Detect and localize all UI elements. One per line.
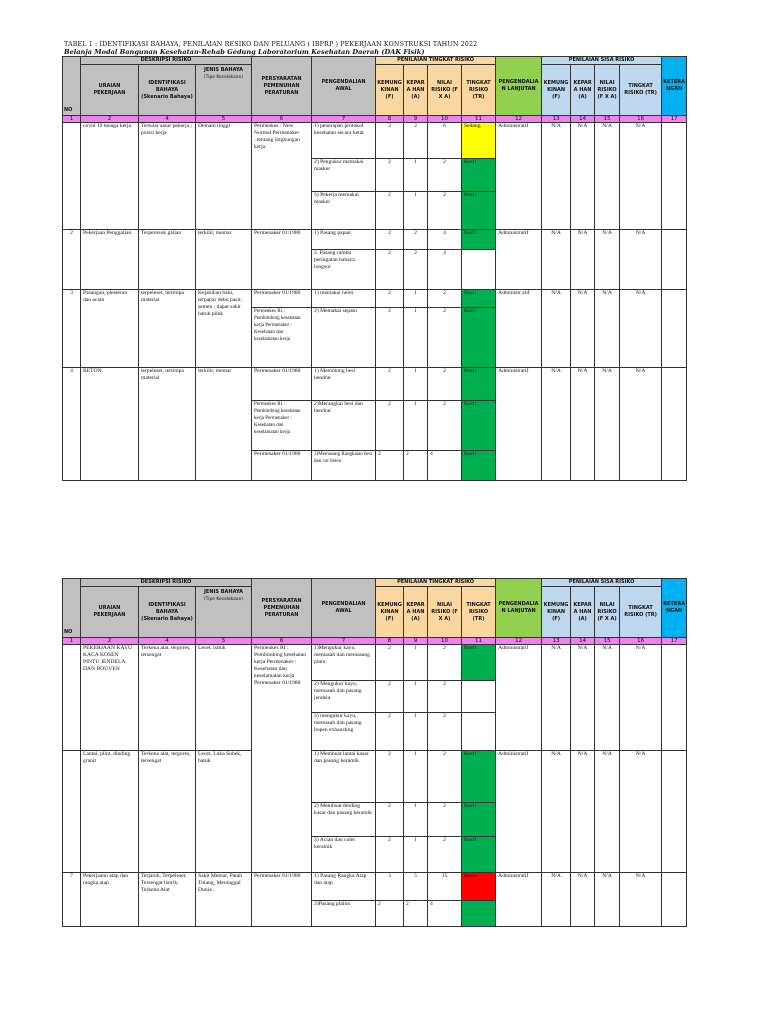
row-tingkat	[462, 901, 496, 927]
row-sisa-tingkat: N/A	[620, 368, 662, 481]
row-f: 2	[376, 192, 404, 230]
row-lanjutan: Administratif	[496, 230, 542, 290]
row-nilai: 4	[428, 230, 462, 250]
row-pengendalian-awal: 2)Merangkai besi dan bendrat	[312, 401, 376, 451]
row-pengendalian-awal: 3)Memasang Rangkaian besi dan cor beton	[312, 451, 376, 481]
row-f: 3	[376, 123, 404, 159]
col-num: 1	[63, 116, 81, 123]
header-tingkat-risiko: TINGKAT RISIKO (TR)	[462, 65, 496, 116]
row-uraian: covid 19 tenaga kerja	[81, 123, 139, 230]
row-tingkat: Kecil	[462, 230, 496, 250]
header-jenis	[196, 587, 252, 638]
table-row	[63, 123, 687, 159]
row-tingkat: Sedang	[462, 123, 496, 159]
row-f: 2	[376, 159, 404, 192]
header-identifikasi-label: IDENTIFIKASI BAHAYA	[148, 79, 186, 93]
col-num: 1	[63, 638, 81, 645]
row-pengendalian-awal: 2. Pasang rambu peringatan bahaya longsor	[312, 250, 376, 290]
col-num: 17	[662, 116, 687, 123]
header-jenis-label: JENIS BAHAYA	[204, 589, 243, 595]
col-num: 15	[595, 638, 620, 645]
row-nilai: 2	[428, 159, 462, 192]
col-num: 10	[428, 116, 462, 123]
header-identifikasi	[139, 65, 196, 116]
row-pengendalian-awal: 1) Memotong besi bendrat	[312, 368, 376, 401]
row-f: 3	[376, 873, 404, 901]
header-skenario-label: (Skenario Bahaya)	[141, 615, 193, 622]
row-sisa-tingkat: N/A	[620, 290, 662, 368]
row-identifikasi: terpeleset, tertimpa material	[139, 368, 196, 481]
row-tingkat: Kecil	[462, 803, 496, 837]
col-num: 13	[542, 638, 571, 645]
row-nilai: 15	[428, 873, 462, 901]
row-a: 1	[404, 308, 428, 368]
row-a: 1	[404, 645, 428, 681]
row-sisa-a: N/A	[571, 873, 595, 927]
row-sisa-f: N/A	[542, 873, 571, 927]
row-persyaratan: Permenaker 01/1980	[252, 290, 312, 308]
header-persyaratan: PERSYARATAN PEMENUHAN PERATURAN	[252, 579, 312, 638]
header-deskripsi-risiko: DESKRIPSI RISIKO	[81, 579, 252, 587]
header-keparahan: KEPARA HAN (A)	[404, 587, 428, 638]
row-a: 2	[404, 250, 428, 290]
header-uraian: URAIAN PEKERJAAN	[81, 587, 139, 638]
header-pengendalian-lanjutan: PENGENDALIAN LANJUTAN	[496, 57, 542, 116]
row-pengendalian-awal: 1)Mengukur kayu, memasah dan memasang pintu	[312, 645, 376, 681]
row-sisa-nilai: N/A	[595, 290, 620, 368]
row-pengendalian-awal: 3) Acian dan culet keramik	[312, 837, 376, 873]
table-subtitle: Belanja Modal Bangunan Kesehatan-Rehab Gedung Laboratorium Kesehatan Daerah (DAK Fisik)	[64, 48, 425, 56]
header-penilaian-tingkat-risiko: PENILAIAN TINGKAT RISIKO	[376, 57, 496, 65]
header-no: NO	[63, 57, 81, 116]
header-tingkat-risiko: TINGKAT RISIKO (TR)	[462, 587, 496, 638]
header-sisa-tingkat: TINGKAT RISIKO (TR)	[620, 587, 662, 638]
row-f: 2	[376, 308, 404, 368]
col-num: 9	[404, 638, 428, 645]
row-identifikasi: Terkena alat, tergores, tersengat	[139, 751, 196, 873]
row-uraian: PEKERJAAN KAYU KACA KOSEN PINTU JENDELA DAN BOUVEN	[81, 645, 139, 751]
row-f: 2	[376, 290, 404, 308]
row-f: 2	[376, 803, 404, 837]
row-sisa-f: N/A	[542, 123, 571, 230]
header-sisa-nilai: NILAI RISIKO (F X A)	[595, 587, 620, 638]
row-sisa-tingkat: N/A	[620, 230, 662, 290]
header-kemungkinan: KEMUNG KINAN (F)	[376, 587, 404, 638]
header-pengendalian-lanjutan: PENGENDALIAN LANJUTAN	[496, 579, 542, 638]
row-tingkat: Kecil	[462, 368, 496, 401]
row-pengendalian-awal: 3)Pasang plafon	[312, 901, 376, 927]
row-persyaratan: Permenaker 01/1980	[252, 230, 312, 290]
row-a: 2	[404, 451, 428, 481]
row-identifikasi: Terjatuh, Terpeleset, Tersengat listrik, Terkena Alat	[139, 873, 196, 927]
col-num: 4	[139, 638, 196, 645]
row-lanjutan: Administratif	[496, 873, 542, 927]
col-num: 2	[81, 638, 139, 645]
col-num: 11	[462, 116, 496, 123]
col-num: 16	[620, 638, 662, 645]
row-nilai: 4	[428, 250, 462, 290]
row-sisa-a: N/A	[571, 123, 595, 230]
row-identifikasi: terpeleset, tertimpa material	[139, 290, 196, 368]
table-row	[63, 368, 687, 401]
row-no: 4	[63, 368, 81, 481]
row-pengendalian-awal: 2) Memakai sepatu	[312, 308, 376, 368]
row-pengendalian-awal: 1) Pasang papan	[312, 230, 376, 250]
table-row	[63, 873, 687, 901]
row-uraian: BETON	[81, 368, 139, 481]
row-nilai: 2	[428, 290, 462, 308]
row-a: 5	[404, 873, 428, 901]
header-skenario-label: (Skenario Bahaya)	[141, 93, 193, 100]
row-jenis: terkilir, memar	[196, 230, 252, 290]
row-no: 3	[63, 290, 81, 368]
table-row	[63, 230, 687, 250]
row-uraian: Pekerjaan Penggalian	[81, 230, 139, 290]
row-pengendalian-awal: 1) memakai helm	[312, 290, 376, 308]
col-num: 17	[662, 638, 687, 645]
header-sisa-kemungkinan: KEMUNG KINAN (F)	[542, 587, 571, 638]
row-keterangan	[662, 123, 687, 230]
header-jenis-label: JENIS BAHAYA	[204, 67, 243, 73]
row-tingkat: Kecil	[462, 159, 496, 192]
row-jenis: Sakit Memar, Patah Tulang, Meninggal Dunia .	[196, 873, 252, 927]
row-sisa-tingkat: N/A	[620, 751, 662, 873]
row-nilai: 2	[428, 681, 462, 713]
row-keterangan	[662, 290, 687, 368]
row-a: 2	[404, 123, 428, 159]
row-pengendalian-awal: 2) Membuat dinding kasar dan pasang keramik	[312, 803, 376, 837]
row-tingkat: Kecil	[462, 751, 496, 803]
row-no	[63, 751, 81, 873]
row-tingkat: Kecil	[462, 401, 496, 451]
header-identifikasi	[139, 587, 196, 638]
table-title: TABEL 1 : IDENTIFIKASI BAHAYA, PENILAIAN RESIKO DAN PELUANG ( IBPRP ) PEKERJAAN KONSTRUKSI TAHUN 2022	[64, 40, 478, 48]
row-pengendalian-awal: 2) Mengukur kayu, memasah dan pasang jendela	[312, 681, 376, 713]
row-tingkat	[462, 250, 496, 290]
row-identifikasi: Terperosok galian	[139, 230, 196, 290]
row-lanjutan: Administratif	[496, 751, 542, 873]
row-tingkat: Kecil	[462, 192, 496, 230]
header-keterangan: KETERANGAN	[662, 579, 687, 638]
row-pengendalian-awal: 3) mengukur kayu, memasah dan pasang bopen exhausting	[312, 713, 376, 751]
row-identifikasi: Terkena alat, tergores, tersengat	[139, 645, 196, 751]
row-uraian: Lantai, plint, dinding granit	[81, 751, 139, 873]
row-nilai: 2	[428, 645, 462, 681]
header-penilaian-sisa-risiko: PENILAIAN SISA RISIKO	[542, 579, 662, 587]
row-nilai: 2	[428, 401, 462, 451]
row-lanjutan: Administr atif	[496, 290, 542, 368]
row-a: 1	[404, 368, 428, 401]
row-uraian: Pasangan, plesteran dan acian	[81, 290, 139, 368]
row-a: 2	[404, 901, 428, 927]
row-no	[63, 123, 81, 230]
col-num: 12	[496, 638, 542, 645]
row-persyaratan: Permenaker 01/1980	[252, 451, 312, 481]
row-sisa-f: N/A	[542, 290, 571, 368]
col-num: 12	[496, 116, 542, 123]
row-a: 1	[404, 401, 428, 451]
col-num: 11	[462, 638, 496, 645]
col-num: 7	[312, 638, 376, 645]
row-nilai: 2	[428, 803, 462, 837]
row-f: 2	[376, 230, 404, 250]
table-row	[63, 645, 687, 681]
col-num: 9	[404, 116, 428, 123]
row-jenis: terkilir, memar	[196, 368, 252, 481]
row-tingkat: Kecil	[462, 308, 496, 368]
row-tingkat: Kecil	[462, 451, 496, 481]
row-nilai: 2	[428, 837, 462, 873]
row-pengendalian-awal: 1) Membuat lantai kasar dan pasang keramik	[312, 751, 376, 803]
row-sisa-nilai: N/A	[595, 230, 620, 290]
row-sisa-nilai: N/A	[595, 751, 620, 873]
row-no: 2	[63, 230, 81, 290]
row-sisa-a: N/A	[571, 230, 595, 290]
col-num: 5	[196, 116, 252, 123]
row-a: 1	[404, 751, 428, 803]
row-a: 1	[404, 290, 428, 308]
row-a: 1	[404, 837, 428, 873]
row-keterangan	[662, 751, 687, 873]
row-sisa-tingkat: N/A	[620, 645, 662, 751]
header-nilai-risiko: NILAI RISIKO (F X A)	[428, 587, 462, 638]
header-penilaian-sisa-risiko: PENILAIAN SISA RISIKO	[542, 57, 662, 65]
row-nilai: 2	[428, 308, 462, 368]
row-a: 1	[404, 159, 428, 192]
row-sisa-nilai: N/A	[595, 123, 620, 230]
risk-table-2	[62, 578, 687, 927]
header-kemungkinan: KEMUNG KINAN (F)	[376, 65, 404, 116]
row-tingkat	[462, 713, 496, 751]
row-pengendalian-awal: 3) Pekerja memakai masker	[312, 192, 376, 230]
row-sisa-nilai: N/A	[595, 645, 620, 751]
row-sisa-a: N/A	[571, 751, 595, 873]
row-persyaratan: Permenaker 01/1980	[252, 368, 312, 401]
row-nilai: 2	[428, 751, 462, 803]
row-tingkat: Kecil	[462, 645, 496, 681]
row-f: 2	[376, 451, 404, 481]
row-nilai: 2	[428, 368, 462, 401]
row-sisa-tingkat: N/A	[620, 123, 662, 230]
row-lanjutan: Administratif	[496, 368, 542, 481]
row-f: 2	[376, 837, 404, 873]
row-keterangan	[662, 368, 687, 481]
row-keterangan	[662, 230, 687, 290]
row-f: 2	[376, 751, 404, 803]
header-uraian: URAIAN PEKERJAAN	[81, 65, 139, 116]
header-sisa-kemungkinan: KEMUNG KINAN (F)	[542, 65, 571, 116]
row-f: 2	[376, 368, 404, 401]
row-f: 2	[376, 713, 404, 751]
row-tingkat: Besar	[462, 873, 496, 901]
row-sisa-a: N/A	[571, 290, 595, 368]
row-pengendalian-awal: 1) penerapan protokol kesehatan secara ketat	[312, 123, 376, 159]
row-persyaratan: Permenkes RI : Pembimbing kesehatan kerja Permenaker : Kesehatan dan keselamatan kerja	[252, 308, 312, 368]
col-num: 14	[571, 116, 595, 123]
col-num: 2	[81, 116, 139, 123]
row-no	[63, 645, 81, 751]
column-number-row	[63, 116, 687, 123]
header-tipe-label: (Tipe Kecelakaan)	[203, 597, 244, 602]
row-sisa-a: N/A	[571, 645, 595, 751]
row-a: 1	[404, 681, 428, 713]
row-nilai: 4	[428, 451, 462, 481]
header-sisa-nilai: NILAI RISIKO (F X A)	[595, 65, 620, 116]
row-f: 2	[376, 901, 404, 927]
header-no: NO	[63, 579, 81, 638]
col-num: 14	[571, 638, 595, 645]
col-num: 6	[252, 116, 312, 123]
row-nilai: 2	[428, 192, 462, 230]
row-pengendalian-awal: 2) Pengukur memakai masker	[312, 159, 376, 192]
header-tipe-label: (Tipe Kecelakaan)	[203, 75, 244, 80]
col-num: 13	[542, 116, 571, 123]
col-num: 7	[312, 116, 376, 123]
header-pengendalian-awal: PENGENDALIAN AWAL	[312, 579, 376, 638]
row-f: 2	[376, 401, 404, 451]
table-row	[63, 751, 687, 803]
row-sisa-a: N/A	[571, 368, 595, 481]
header-identifikasi-label: IDENTIFIKASI BAHAYA	[148, 601, 186, 615]
col-num: 8	[376, 638, 404, 645]
column-number-row	[63, 638, 687, 645]
row-persyaratan: Permenkes RI : Pembimbing kesehatan kerja Permenaker : Kesehatan dan keselamatan kerja Permenaker 01/1980	[252, 645, 312, 873]
risk-table-1	[62, 56, 687, 481]
col-num: 5	[196, 638, 252, 645]
row-identifikasi: Tertular antar pekerja ; posisi kerja	[139, 123, 196, 230]
row-a: 2	[404, 230, 428, 250]
header-penilaian-tingkat-risiko: PENILAIAN TINGKAT RISIKO	[376, 579, 496, 587]
row-jenis: Demam tinggi	[196, 123, 252, 230]
row-keterangan	[662, 645, 687, 751]
row-a: 1	[404, 713, 428, 751]
row-lanjutan: Administratif	[496, 123, 542, 230]
row-nilai: 6	[428, 123, 462, 159]
row-f: 2	[376, 250, 404, 290]
row-sisa-f: N/A	[542, 751, 571, 873]
header-sisa-keparahan: KEPARA HAN (A)	[571, 587, 595, 638]
row-sisa-tingkat: N/A	[620, 873, 662, 927]
row-persyaratan: Permenkes RI : Pembimbing kesehatan kerja Permenaker : Kesehatan dan keselamatan kerja	[252, 401, 312, 451]
row-f: 2	[376, 645, 404, 681]
row-tingkat	[462, 681, 496, 713]
header-persyaratan: PERSYARATAN PEMENUHAN PERATURAN	[252, 57, 312, 116]
row-jenis: Lecet, batuk	[196, 645, 252, 751]
row-sisa-nilai: N/A	[595, 368, 620, 481]
row-sisa-f: N/A	[542, 645, 571, 751]
row-jenis: Kejatuhan batu, terpapar debu pasir, semen ; dapat sakit batuk pilek	[196, 290, 252, 368]
row-keterangan	[662, 873, 687, 927]
row-uraian: Pekerjaann atap dan rangka atap	[81, 873, 139, 927]
header-pengendalian-awal: PENGENDALIAN AWAL	[312, 57, 376, 116]
row-no: 7	[63, 873, 81, 927]
row-sisa-f: N/A	[542, 230, 571, 290]
header-keterangan: KETERANGAN	[662, 57, 687, 116]
row-lanjutan: Administratif	[496, 645, 542, 751]
row-tingkat: Kecil	[462, 290, 496, 308]
col-num: 4	[139, 116, 196, 123]
header-deskripsi-risiko: DESKRIPSI RISIKO	[81, 57, 252, 65]
col-num: 15	[595, 116, 620, 123]
col-num: 6	[252, 638, 312, 645]
header-keparahan: KEPARA HAN (A)	[404, 65, 428, 116]
header-nilai-risiko: NILAI RISIKO (F X A)	[428, 65, 462, 116]
row-persyaratan: Permenkes : New Normal Permenaker ..tentang lingkungan kerja	[252, 123, 312, 230]
header-sisa-keparahan: KEPARA HAN (A)	[571, 65, 595, 116]
col-num: 16	[620, 116, 662, 123]
header-jenis	[196, 65, 252, 116]
header-sisa-tingkat: TINGKAT RISIKO (TR)	[620, 65, 662, 116]
col-num: 10	[428, 638, 462, 645]
row-tingkat: Kecil	[462, 837, 496, 873]
row-sisa-f: N/A	[542, 368, 571, 481]
row-jenis: Lecet, Luka Sobek, batuk	[196, 751, 252, 873]
row-persyaratan: Permenaker 01/1980	[252, 873, 312, 927]
row-sisa-nilai: N/A	[595, 873, 620, 927]
table-row	[63, 290, 687, 308]
row-nilai: 2	[428, 713, 462, 751]
row-nilai: 4	[428, 901, 462, 927]
row-f: 2	[376, 681, 404, 713]
row-a: 1	[404, 803, 428, 837]
col-num: 8	[376, 116, 404, 123]
row-a: 1	[404, 192, 428, 230]
row-pengendalian-awal: 1) Pasang Rangka Atap dan atap	[312, 873, 376, 901]
